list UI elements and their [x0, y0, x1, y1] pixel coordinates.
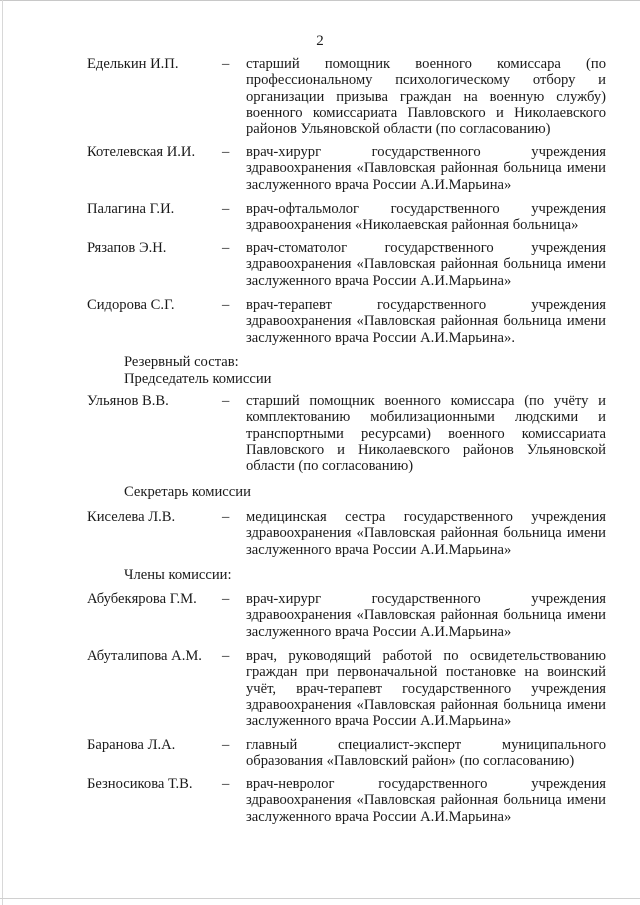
dash: – [222, 509, 230, 525]
member-position: врач-хирург государственного учреждения здравоохранения «Павловская районная больница имени заслуженного врача России А.И.Марьина» [246, 144, 606, 193]
dash: – [222, 776, 230, 792]
dash: – [222, 393, 230, 409]
member-name: Безносикова Т.В. [87, 776, 193, 792]
member-name: Киселева Л.В. [87, 509, 176, 525]
member-position: медицинская сестра государственного учреждения здравоохранения «Павловская районная больница имени заслуженного врача России А.И.Марьина» [246, 509, 606, 558]
member-name: Палагина Г.И. [87, 201, 175, 217]
member-position: старший помощник военного комиссара (по учёту и комплектованию мобилизационными людскими и транспортными ресурсами) военного комиссариата Павловского и Николаевского районов Ульяновской области (по согласованию) [246, 393, 606, 475]
member-position: врач-терапевт государственного учреждения здравоохранения «Павловская районная больница имени заслуженного врача России А.И.Марьина». [246, 297, 606, 346]
scan-edge-top [0, 0, 640, 1]
dash: – [222, 56, 230, 72]
member-position: главный специалист-эксперт муниципального образования «Павловский район» (по согласованию) [246, 737, 606, 770]
chairman-heading: Председатель комиссии [124, 371, 272, 387]
dash: – [222, 144, 230, 160]
secretary-heading: Секретарь комиссии [124, 484, 251, 500]
member-name: Абуталипова А.М. [87, 648, 202, 664]
members-heading: Члены комиссии: [124, 567, 232, 583]
page-number: 2 [316, 33, 324, 49]
member-name: Абубекярова Г.М. [87, 591, 197, 607]
member-name: Еделькин И.П. [87, 56, 179, 72]
dash: – [222, 240, 230, 256]
member-name: Ульянов В.В. [87, 393, 169, 409]
reserve-heading: Резервный состав: [124, 354, 239, 370]
member-position: врач-невролог государственного учреждения здравоохранения «Павловская районная больница имени заслуженного врача России А.И.Марьина» [246, 776, 606, 825]
member-name: Рязапов Э.Н. [87, 240, 167, 256]
dash: – [222, 648, 230, 664]
dash: – [222, 591, 230, 607]
member-position: старший помощник военного комиссара (по профессиональному психологическому отбору и организации призыва граждан на военную службу) военного комиссариата Павловского и Николаевского районов Ульяновской области (по согласованию) [246, 56, 606, 138]
member-position: врач, руководящий работой по освидетельствованию граждан при первоначальной постановке на воинский учёт, врач-терапевт государственного учреждения здравоохранения «Павловская районная больница имени заслуженного врача России А.И.Марьина» [246, 648, 606, 730]
scan-edge-left [2, 0, 3, 905]
member-name: Котелевская И.И. [87, 144, 196, 160]
member-name: Сидорова С.Г. [87, 297, 175, 313]
dash: – [222, 201, 230, 217]
dash: – [222, 737, 230, 753]
member-position: врач-хирург государственного учреждения здравоохранения «Павловская районная больница имени заслуженного врача России А.И.Марьина» [246, 591, 606, 640]
member-name: Баранова Л.А. [87, 737, 176, 753]
member-position: врач-офтальмолог государственного учреждения здравоохранения «Николаевская районная больница» [246, 201, 606, 234]
member-position: врач-стоматолог государственного учреждения здравоохранения «Павловская районная больница имени заслуженного врача России А.И.Марьина» [246, 240, 606, 289]
scan-edge-bottom [0, 898, 640, 899]
dash: – [222, 297, 230, 313]
